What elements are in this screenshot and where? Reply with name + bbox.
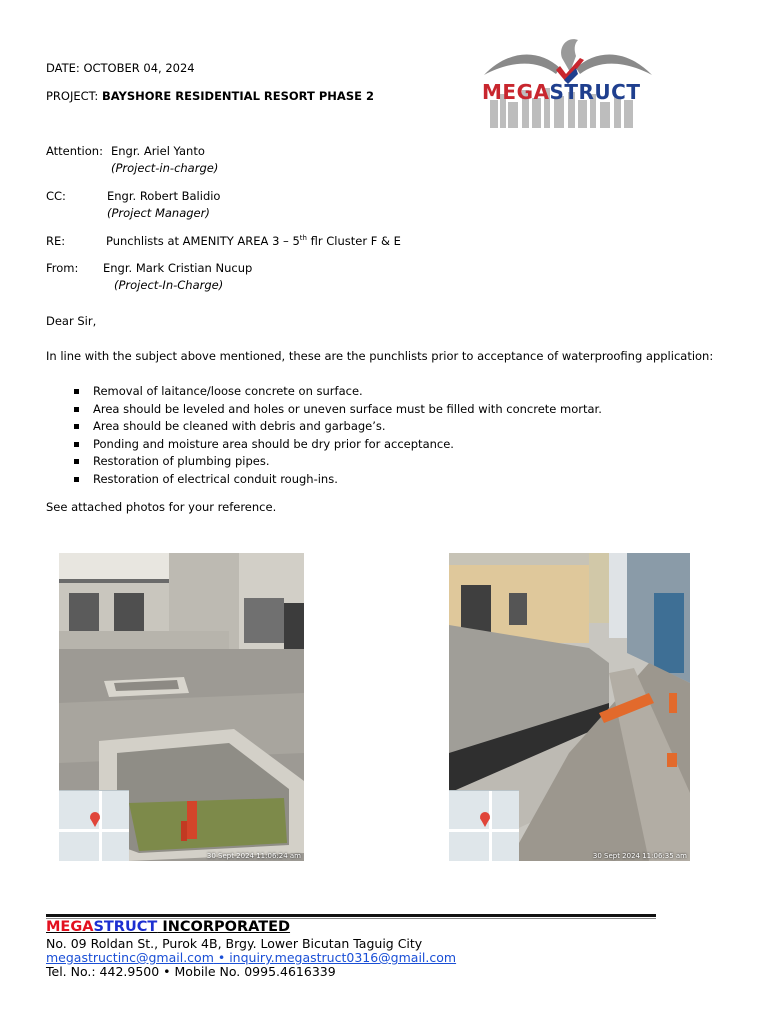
re-line: [46, 234, 401, 248]
re-text-b: flr Cluster F & E: [306, 234, 401, 248]
re-label: RE:: [46, 234, 66, 248]
site-photo-2: [449, 553, 690, 861]
intro-paragraph: In line with the subject above mentioned, these are the punchlists prior to acceptance of waterproofing application:: [46, 349, 714, 363]
footer-address: No. 09 Roldan St., Purok 4B, Brgy. Lower Bicutan Taguig City: [46, 936, 423, 951]
attention-role: (Project-in-charge): [111, 161, 219, 175]
project-label: PROJECT:: [46, 89, 102, 103]
re-text: [106, 234, 401, 248]
email-separator: •: [213, 950, 230, 965]
photo-2-timestamp: 30 Sept 2024 11:06:35 am: [592, 852, 687, 860]
megastruct-logo: [478, 30, 658, 130]
map-pin-icon: [59, 791, 129, 861]
re-sup: th: [299, 234, 307, 242]
map-thumbnail: [59, 790, 129, 861]
list-item: Area should be cleaned with debris and garbage’s.: [74, 418, 602, 436]
logo-mega: MEGA: [482, 80, 550, 104]
map-thumbnail: [449, 790, 519, 861]
re-text-a: Punchlists at AMENITY AREA 3 – 5: [106, 234, 300, 248]
list-item: Removal of laitance/loose concrete on surface.: [74, 383, 602, 401]
footer-inc: INCORPORATED: [157, 919, 291, 935]
cc-name: Engr. Robert Balidio: [107, 189, 221, 203]
project-name: BAYSHORE RESIDENTIAL RESORT PHASE 2: [101, 89, 374, 103]
logo-wordmark: [482, 80, 640, 104]
email-link-1[interactable]: megastructinc@gmail.com: [46, 950, 214, 965]
list-item: Restoration of plumbing pipes.: [74, 453, 602, 471]
attention-name: Engr. Ariel Yanto: [111, 144, 205, 158]
project-line: [46, 89, 374, 103]
map-pin-icon: [449, 791, 519, 861]
punchlist: [74, 383, 602, 488]
letter-date: DATE: OCTOBER 04, 2024: [46, 61, 195, 75]
from-name: Engr. Mark Cristian Nucup: [103, 261, 253, 275]
from-role: (Project-In-Charge): [114, 278, 224, 292]
attention-line: [46, 144, 205, 158]
from-line: [46, 261, 253, 275]
cc-line: [46, 189, 221, 203]
footer-company-name: [46, 919, 290, 935]
footer-phones: Tel. No.: 442.9500 • Mobile No. 0995.4616339: [46, 964, 336, 979]
salutation: Dear Sir,: [46, 314, 97, 328]
attention-label: Attention:: [46, 144, 103, 158]
email-link-2[interactable]: inquiry.megastruct0316@gmail.com: [229, 950, 457, 965]
photo-1-timestamp: 30 Sept 2024 11:06:24 am: [206, 852, 301, 860]
footer-struct: STRUCT: [93, 919, 158, 935]
footer-emails: [46, 950, 456, 965]
cc-role: (Project Manager): [107, 206, 210, 220]
from-label: From:: [46, 261, 79, 275]
footer-rule: [46, 914, 656, 917]
list-item: Area should be leveled and holes or uneven surface must be filled with concrete mortar.: [74, 401, 602, 419]
list-item: Ponding and moisture area should be dry prior for acceptance.: [74, 436, 602, 454]
footer-mega: MEGA: [46, 919, 94, 935]
site-photo-1: [59, 553, 304, 861]
list-item: Restoration of electrical conduit rough-ins.: [74, 471, 602, 489]
closing-line: See attached photos for your reference.: [46, 500, 277, 514]
cc-label: CC:: [46, 189, 66, 203]
logo-struct: STRUCT: [549, 80, 641, 104]
